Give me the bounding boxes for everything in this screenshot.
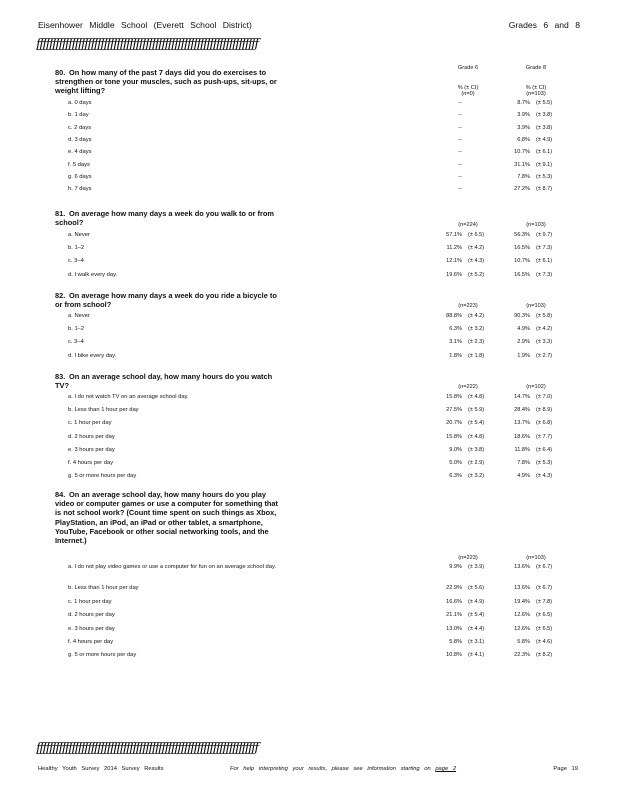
grade8-confidence-interval: (± 8.2)	[536, 652, 553, 659]
question-number: 83.	[55, 372, 66, 381]
grade8-confidence-interval: (± 9.7)	[536, 232, 553, 238]
grade6-confidence-interval: (± 5.4)	[468, 612, 485, 619]
grade6-percent: 21.1%	[446, 612, 462, 619]
question-number: 84.	[55, 490, 66, 499]
grade8-percent: 11.8%	[514, 446, 530, 453]
question-body: On an average school day, how many hours do you play video or computer games or use a computer for something that is not school work? (Count time spent on such things as Xbox, PlayStation, an iPod, an iPad or other tablet, a smartphone, YouTube, Facebook or other social networking tools, and the Internet.)	[55, 490, 278, 546]
grade8-percent: 28.4%	[514, 407, 530, 414]
grade6-percent: 13.0%	[446, 625, 462, 632]
answer-option: g. 6 days	[68, 173, 92, 180]
question-number: 82.	[55, 291, 66, 300]
answer-option: e. 3 hours per day	[68, 625, 115, 632]
grade8-confidence-interval: (± 6.1)	[536, 258, 553, 265]
grade8-sample-size: (n=103)	[526, 91, 546, 97]
grade8-confidence-interval: (± 2.7)	[536, 352, 553, 359]
grade8-percent: 13.6%	[514, 585, 530, 592]
grade8-confidence-interval: (± 4.3)	[536, 473, 553, 480]
footer-survey-title: Healthy Youth Survey 2014 Survey Results	[38, 766, 164, 772]
grade6-confidence-interval: (± 5.9)	[468, 407, 485, 414]
grade8-confidence-interval: (± 5.3)	[536, 173, 553, 180]
question-body: On average how many days a week do you walk to or from school?	[55, 209, 274, 228]
grade6-percent: --	[458, 186, 462, 193]
grade6-percent: 20.7%	[446, 420, 462, 427]
answer-option: c. 2 days	[68, 124, 92, 131]
grade8-confidence-interval: (± 8.9)	[536, 407, 553, 414]
grade8-confidence-interval: (± 4.9)	[536, 136, 553, 143]
grade6-confidence-interval: (± 4.8)	[468, 433, 485, 440]
top-rule: ƒƒƒƒƒƒƒƒƒƒƒƒƒƒƒƒƒƒƒƒƒƒƒƒƒƒƒƒƒƒƒƒƒƒƒƒƒƒƒƒƒƒƒƒƒƒƒƒƒƒƒƒƒƒƒƒƒƒƒƒƒƒƒƒƒƒƒƒƒ	[36, 38, 258, 52]
grade8-percent: 10.7%	[514, 258, 530, 265]
grade6-percent: 6.3%	[449, 473, 462, 480]
grade8-sample-size: (n=103)	[526, 555, 546, 561]
grade8-confidence-interval: (± 7.0)	[536, 394, 553, 400]
grade8-percent: 18.6%	[514, 433, 530, 440]
answer-option: a. I do not play video games or use a computer for fun on an average school day.	[68, 564, 277, 570]
grade6-confidence-interval: (± 3.9)	[468, 564, 485, 570]
grade8-percent: 19.4%	[514, 598, 530, 605]
grade6-percent: --	[458, 112, 462, 119]
grade6-percent: --	[458, 173, 462, 180]
question-text	[55, 372, 280, 390]
grade8-percent: 27.2%	[514, 186, 530, 193]
grade8-stat-label: % (± CI)	[525, 85, 547, 91]
grade8-percent: 6.8%	[517, 136, 530, 143]
grade6-sample-size: (n=224)	[458, 222, 478, 228]
report-header-grades: Grades 6 and 8	[508, 20, 580, 30]
grade6-confidence-interval: (± 4.4)	[468, 625, 485, 632]
grade8-percent: 14.7%	[514, 394, 530, 400]
grade6-confidence-interval: (± 3.1)	[468, 639, 485, 645]
grade6-percent: --	[458, 136, 462, 143]
answer-option: a. Never	[68, 313, 90, 319]
grade6-confidence-interval: (± 4.2)	[468, 245, 485, 252]
question-text	[55, 291, 280, 309]
grade6-confidence-interval: (± 1.8)	[468, 352, 485, 359]
question-number: 80.	[55, 68, 66, 77]
grade8-percent: 13.7%	[514, 420, 530, 427]
footer-page-link[interactable]: page 2	[435, 766, 457, 772]
answer-option: b. 1–2	[68, 245, 85, 252]
answer-option: b. 1–2	[68, 326, 85, 333]
grade6-confidence-interval: (± 4.2)	[468, 313, 485, 319]
grade8-confidence-interval: (± 6.5)	[536, 625, 553, 632]
answer-option: c. 1 hour per day	[68, 598, 112, 605]
grade8-percent: 22.3%	[514, 652, 530, 659]
grade6-percent: 22.9%	[446, 585, 462, 592]
question-body: On how many of the past 7 days did you do exercises to strengthen or tone your muscles, such as push-ups, sit-ups, or weight lifting?	[55, 68, 277, 96]
grade8-sample-size: (n=103)	[526, 303, 546, 309]
grade8-confidence-interval: (± 8.7)	[536, 186, 553, 193]
grade8-confidence-interval: (± 5.5)	[536, 100, 553, 106]
grade6-confidence-interval: (± 3.2)	[468, 473, 485, 480]
grade8-percent: 13.6%	[514, 564, 530, 570]
grade6-percent: 19.6%	[446, 271, 462, 278]
grade8-sample-size: (n=103)	[526, 222, 546, 228]
answer-option: b. Less than 1 hour per day	[68, 585, 139, 592]
grade6-confidence-interval: (± 2.3)	[468, 339, 485, 346]
grade6-confidence-interval: (± 4.1)	[468, 652, 485, 659]
answer-option: f. 4 hours per day	[68, 639, 114, 645]
grade8-confidence-interval: (± 6.7)	[536, 585, 553, 592]
grade8-confidence-interval: (± 6.4)	[536, 446, 553, 453]
grade6-percent: 10.8%	[446, 652, 462, 659]
grade8-percent: 4.9%	[517, 473, 530, 480]
grade6-sample-size: (n=0)	[461, 91, 475, 97]
answer-option: g. 5 or more hours per day	[68, 473, 137, 480]
grade8-percent: 10.7%	[514, 149, 530, 156]
grade6-percent: --	[458, 161, 462, 168]
grade6-column-header: Grade 6	[457, 65, 479, 71]
grade6-percent: 12.1%	[446, 258, 462, 265]
answer-option: g. 5 or more hours per day	[68, 652, 137, 659]
grade8-percent: 4.9%	[517, 326, 530, 333]
answer-option: e. 4 days	[68, 149, 92, 156]
grade6-percent: 9.0%	[449, 446, 462, 453]
question-number: 81.	[55, 209, 66, 218]
grade6-confidence-interval: (± 3.8)	[468, 446, 485, 453]
grade6-percent: 5.8%	[449, 639, 462, 645]
grade6-percent: --	[458, 100, 462, 106]
answer-option: f. 5 days	[68, 161, 90, 168]
grade6-confidence-interval: (± 4.9)	[468, 598, 485, 605]
grade8-percent: 31.1%	[514, 161, 530, 168]
grade8-sample-size: (n=102)	[526, 384, 546, 390]
grade6-sample-size: (n=222)	[458, 384, 478, 390]
grade8-confidence-interval: (± 4.6)	[536, 639, 553, 645]
answer-option: b. Less than 1 hour per day	[68, 407, 139, 414]
grade8-confidence-interval: (± 7.3)	[536, 271, 553, 278]
footer-page-number: Page 19	[553, 766, 578, 772]
grade6-percent: 1.8%	[449, 352, 462, 359]
grade6-percent: 5.0%	[449, 460, 462, 466]
answer-option: h. 7 days	[68, 186, 92, 193]
answer-option: a. Never	[68, 232, 90, 238]
grade8-confidence-interval: (± 6.5)	[536, 612, 553, 619]
grade6-confidence-interval: (± 5.4)	[468, 420, 485, 427]
grade8-percent: 3.9%	[517, 112, 530, 119]
grade8-confidence-interval: (± 5.8)	[536, 313, 553, 319]
answer-option: e. 3 hours per day	[68, 446, 115, 453]
grade8-confidence-interval: (± 6.7)	[536, 564, 553, 570]
grade8-confidence-interval: (± 6.1)	[536, 149, 553, 156]
grade6-percent: 3.1%	[449, 339, 462, 346]
grade8-confidence-interval: (± 7.7)	[536, 433, 553, 440]
answer-option: c. 3–4	[68, 258, 84, 265]
grade6-stat-label: % (± CI)	[457, 85, 479, 91]
grade6-percent: 57.1%	[446, 232, 462, 238]
grade8-percent: 8.7%	[517, 100, 530, 106]
answer-option: d. 3 days	[68, 136, 92, 143]
grade6-percent: 16.6%	[446, 598, 462, 605]
grade6-percent: 9.9%	[449, 564, 462, 570]
grade8-column-header: Grade 8	[525, 65, 547, 71]
grade8-percent: 7.8%	[517, 173, 530, 180]
grade8-confidence-interval: (± 6.8)	[536, 420, 553, 427]
grade8-percent: 5.8%	[517, 639, 530, 645]
grade6-percent: 88.8%	[446, 313, 462, 319]
grade8-confidence-interval: (± 7.8)	[536, 598, 553, 605]
grade6-percent: --	[458, 149, 462, 156]
grade8-confidence-interval: (± 3.8)	[536, 124, 553, 131]
grade8-percent: 56.3%	[514, 232, 530, 238]
grade6-percent: --	[458, 124, 462, 131]
answer-option: d. I bike every day.	[68, 352, 117, 359]
answer-option: d. 2 hours per day	[68, 433, 115, 440]
bottom-rule: ƒƒƒƒƒƒƒƒƒƒƒƒƒƒƒƒƒƒƒƒƒƒƒƒƒƒƒƒƒƒƒƒƒƒƒƒƒƒƒƒƒƒƒƒƒƒƒƒƒƒƒƒƒƒƒƒƒƒƒƒƒƒƒƒƒƒƒƒƒ	[36, 742, 258, 756]
grade8-percent: 16.5%	[514, 245, 530, 252]
footer-help-label: For help interpreting your results, please see information starting on	[230, 766, 431, 772]
grade6-confidence-interval: (± 3.2)	[468, 326, 485, 333]
grade6-percent: 27.5%	[446, 407, 462, 414]
answer-option: c. 3–4	[68, 339, 84, 346]
grade8-percent: 12.6%	[514, 625, 530, 632]
question-body: On an average school day, how many hours do you watch TV?	[55, 372, 273, 391]
footer-help-text	[230, 766, 456, 772]
grade6-confidence-interval: (± 5.6)	[468, 585, 485, 592]
grade8-percent: 1.9%	[517, 352, 530, 359]
question-text	[55, 68, 280, 96]
answer-option: d. I walk every day.	[68, 271, 118, 278]
grade8-percent: 2.9%	[517, 339, 530, 346]
answer-option: f. 4 hours per day	[68, 460, 114, 466]
grade8-percent: 7.8%	[517, 460, 530, 466]
answer-option: a. I do not watch TV on an average school day.	[68, 394, 189, 400]
answer-option: b. 1 day	[68, 112, 89, 119]
grade8-confidence-interval: (± 4.2)	[536, 326, 553, 333]
answer-option: d. 2 hours per day	[68, 612, 115, 619]
grade6-percent: 11.2%	[446, 245, 462, 252]
grade6-confidence-interval: (± 4.3)	[468, 258, 485, 265]
report-header-school: Eisenhower Middle School (Everett School District)	[38, 20, 252, 30]
grade6-sample-size: (n=223)	[458, 303, 478, 309]
grade8-percent: 12.6%	[514, 612, 530, 619]
answer-option: a. 0 days	[68, 100, 92, 106]
grade6-confidence-interval: (± 2.9)	[468, 460, 485, 466]
grade8-confidence-interval: (± 3.3)	[536, 339, 553, 346]
grade8-confidence-interval: (± 3.8)	[536, 112, 553, 119]
grade6-percent: 15.8%	[446, 394, 462, 400]
grade6-percent: 6.3%	[449, 326, 462, 333]
grade6-confidence-interval: (± 6.5)	[468, 232, 485, 238]
grade6-percent: 15.8%	[446, 433, 462, 440]
grade8-percent: 16.5%	[514, 271, 530, 278]
grade6-confidence-interval: (± 4.8)	[468, 394, 485, 400]
question-body: On average how many days a week do you ride a bicycle to or from school?	[55, 291, 277, 310]
grade8-confidence-interval: (± 7.3)	[536, 245, 553, 252]
grade8-confidence-interval: (± 9.1)	[536, 161, 553, 168]
question-text	[55, 490, 280, 545]
grade6-confidence-interval: (± 5.2)	[468, 271, 485, 278]
grade8-percent: 90.3%	[514, 313, 530, 319]
grade6-sample-size: (n=223)	[458, 555, 478, 561]
grade8-percent: 3.9%	[517, 124, 530, 131]
grade8-confidence-interval: (± 5.3)	[536, 460, 553, 466]
answer-option: c. 1 hour per day	[68, 420, 112, 427]
question-text	[55, 209, 280, 227]
